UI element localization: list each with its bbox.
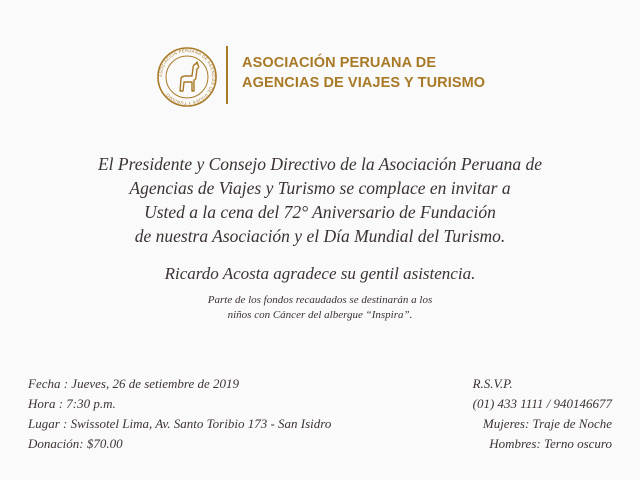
- invitation-line-3: Usted a la cena del 72° Aniversario de Fundación: [144, 202, 496, 222]
- event-venue: Lugar : Swissotel Lima, Av. Santo Toribio 173 - San Isidro: [28, 416, 332, 431]
- header: [0, 0, 640, 110]
- rsvp-phones: (01) 433 1111 / 940146677: [472, 396, 612, 411]
- charity-note-line-1: Parte de los fondos recaudados se destinarán a los: [207, 294, 433, 306]
- rsvp-label: R.S.V.P.: [472, 376, 513, 391]
- header-divider: [226, 46, 228, 104]
- charity-note-line-2: niños con Cáncer del albergue “Inspira”.: [227, 309, 413, 321]
- svg-text:ASOCIACIÓN PERUANA DE AGENCIAS: [158, 48, 216, 106]
- association-seal-logo: [156, 46, 218, 108]
- thanks-line: Ricardo Acosta agradece su gentil asistencia.: [164, 264, 476, 283]
- event-time: Hora : 7:30 p.m.: [28, 396, 116, 411]
- dress-code-women: Mujeres: Traje de Noche: [482, 416, 612, 431]
- event-details: [28, 374, 331, 454]
- organization-name-line-1: ASOCIACIÓN PERUANA DE: [242, 55, 437, 71]
- charity-note: [0, 293, 640, 323]
- dress-code-men: Hombres: Terno oscuro: [489, 436, 612, 451]
- event-donation: Donación: $70.00: [28, 436, 123, 451]
- invitation-line-2: Agencias de Viajes y Turismo se complace en invitar a: [129, 178, 511, 198]
- organization-name-line-2: AGENCIAS DE VIAJES Y TURISMO: [242, 75, 486, 91]
- invitation-text: [0, 152, 640, 248]
- organization-name: [242, 53, 485, 93]
- invitation-line-1: El Presidente y Consejo Directivo de la Asociación Peruana de: [97, 154, 543, 174]
- invitation-line-4: de nuestra Asociación y el Día Mundial del Turismo.: [134, 226, 506, 246]
- event-date: Fecha : Jueves, 26 de setiembre de 2019: [28, 376, 240, 391]
- seal-text: ASOCIACIÓN PERUANA DE AGENCIAS DE VIAJES Y TURISMO: [157, 47, 217, 107]
- rsvp-block: [473, 374, 612, 454]
